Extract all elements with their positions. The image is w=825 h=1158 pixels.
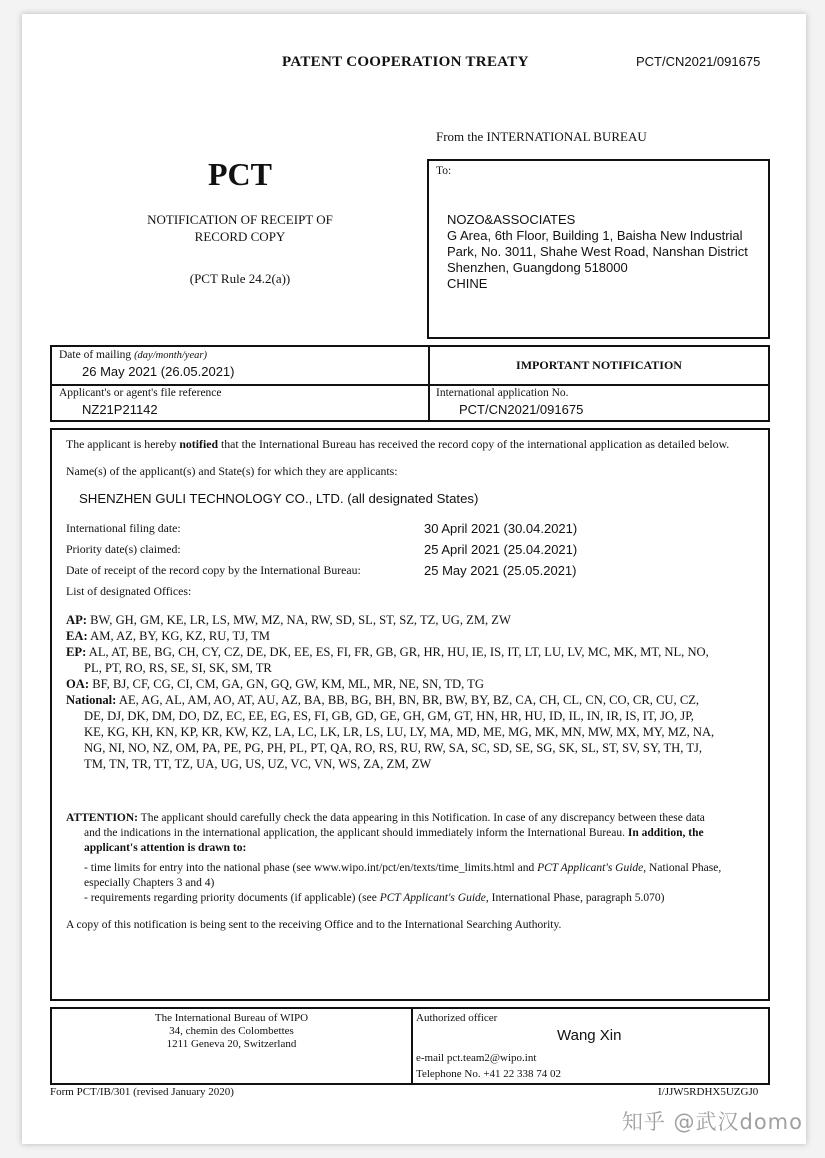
- main-body-box: [50, 428, 770, 1001]
- office-national-cont: DE, DJ, DK, DM, DO, DZ, EC, EE, EG, ES, FI, GB, GD, GE, GH, GM, GT, HN, HR, HU, ID, IL, IN, IR, IS, IT, JO, JP,: [84, 709, 694, 723]
- footer-divider: [411, 1009, 413, 1083]
- from-line: From the INTERNATIONAL BUREAU: [436, 129, 647, 144]
- notice-bold: notified: [179, 437, 219, 451]
- address-line: NOZO&ASSOCIATES: [447, 212, 576, 227]
- address-line: CHINE: [447, 276, 488, 291]
- attention-text: The applicant should carefully check the data appearing in this Notification. In case of any discrepancy between these data: [138, 812, 705, 824]
- attention-line: applicant's attention is drawn to:: [84, 842, 247, 854]
- office-ep-label: EP:: [66, 645, 87, 659]
- to-label: To:: [436, 165, 452, 177]
- receipt-date-label: Date of receipt of the record copy by the International Bureau:: [66, 563, 361, 577]
- notification-title: [62, 211, 418, 245]
- office-ep-codes: AL, AT, BE, BG, CH, CY, CZ, DE, DK, EE, ES, FI, FR, GB, GR, HR, HU, IE, IS, IT, LT, LU, LV, MC, MK, MT, NL, NO,: [88, 645, 709, 659]
- attention-bold: In addition, the: [627, 827, 704, 839]
- attention-label: ATTENTION:: [66, 812, 138, 824]
- bullet-text: , International Phase, paragraph 5.070): [485, 892, 665, 904]
- office-ea-codes: AM, AZ, BY, KG, KZ, RU, TJ, TM: [90, 629, 271, 643]
- bureau-address: [52, 1012, 411, 1051]
- intl-application-value: PCT/CN2021/091675: [459, 402, 584, 417]
- attention-block: [66, 811, 705, 856]
- notification-title-line1: NOTIFICATION OF RECEIPT OF: [147, 212, 333, 227]
- address-line: Shenzhen, Guangdong 518000: [447, 260, 628, 275]
- address-line: Park, No. 3011, Shahe West Road, Nanshan District: [447, 244, 748, 259]
- office-national-label: National:: [66, 693, 117, 707]
- office-oa-codes: BF, BJ, CF, CG, CI, CM, GA, GN, GQ, GW, KM, ML, MR, NE, SN, TD, TG: [92, 677, 484, 691]
- file-reference-label: Applicant's or agent's file reference: [59, 387, 222, 399]
- designated-offices-label: List of designated Offices:: [66, 584, 192, 598]
- address-line: G Area, 6th Floor, Building 1, Baisha New Industrial: [447, 228, 743, 243]
- grid-divider: [52, 384, 768, 386]
- mailing-date-value: 26 May 2021 (26.05.2021): [82, 364, 235, 379]
- office-national-codes: AE, AG, AL, AM, AO, AT, AU, AZ, BA, BB, BG, BH, BN, BR, BW, BY, BZ, CA, CH, CL, CN, CO, CR, CU, CZ,: [118, 693, 700, 707]
- receipt-date-value: 25 May 2021 (25.05.2021): [424, 563, 577, 578]
- document-page: [22, 14, 806, 1144]
- office-ap: [66, 612, 714, 628]
- bullet-text: , National Phase,: [643, 862, 722, 874]
- mailing-date-format: (day/month/year): [134, 350, 207, 361]
- office-oa-label: OA:: [66, 677, 90, 691]
- intl-application-label: International application No.: [436, 387, 569, 399]
- mailing-date-label-text: Date of mailing: [59, 349, 132, 361]
- copy-note: A copy of this notification is being sent to the receiving Office and to the International Searching Authority.: [66, 919, 562, 931]
- office-ep: [66, 644, 714, 660]
- addressee-address: [447, 212, 748, 292]
- pct-heading: PCT: [208, 156, 272, 192]
- rule-reference: (PCT Rule 24.2(a)): [189, 271, 291, 286]
- bullet-text: - time limits for entry into the national phase (see www.wipo.int/pct/en/texts/time_limits.html and: [84, 862, 538, 874]
- office-ep-cont: PL, PT, RO, RS, SE, SI, SK, SM, TR: [84, 661, 272, 675]
- authorized-officer-name: Wang Xin: [557, 1027, 622, 1044]
- attention-line: [66, 826, 705, 841]
- designated-offices-list: [66, 612, 714, 772]
- watermark: 知乎 @武汉domo: [621, 1110, 803, 1134]
- bullet-text: - requirements regarding priority documents (if applicable) (see: [84, 892, 380, 904]
- bullet-time-limits-cont: especially Chapters 3 and 4): [84, 877, 215, 889]
- bullet-italic: PCT Applicant's Guide: [537, 862, 644, 874]
- notice-post: that the International Bureau has received the record copy of the international application as detailed below.: [218, 437, 730, 451]
- office-ap-codes: BW, GH, GM, KE, LR, LS, MW, MZ, NA, RW, SD, SL, ST, SZ, TZ, UG, ZM, ZW: [90, 613, 511, 627]
- header-application-number: PCT/CN2021/091675: [636, 54, 761, 69]
- mailing-date-label: [59, 349, 207, 361]
- addressee-box: [427, 159, 770, 339]
- bureau-line: 1211 Geneva 20, Switzerland: [166, 1038, 297, 1050]
- notice-pre: The applicant is hereby: [66, 437, 180, 451]
- applicant-name: SHENZHEN GULI TECHNOLOGY CO., LTD. (all designated States): [79, 491, 479, 506]
- filing-date-value: 30 April 2021 (30.04.2021): [424, 521, 578, 536]
- info-grid: [50, 345, 770, 422]
- footer-box: [50, 1007, 770, 1085]
- office-oa: [66, 676, 714, 692]
- office-ea-label: EA:: [66, 629, 88, 643]
- form-identifier: Form PCT/IB/301 (revised January 2020): [50, 1086, 234, 1098]
- office-national-cont: NG, NI, NO, NZ, OM, PA, PE, PG, PH, PL, PT, QA, RO, RS, RU, RW, SA, SC, SD, SE, SG, SK, SL, ST, SV, SY, TH, TJ,: [84, 741, 703, 755]
- office-national-cont: TM, TN, TR, TT, TZ, UA, UG, US, UZ, VC, VN, WS, ZA, ZM, ZW: [84, 757, 432, 771]
- office-ap-label: AP:: [66, 613, 87, 627]
- bureau-line: The International Bureau of WIPO: [154, 1012, 309, 1024]
- applicant-names-label: Name(s) of the applicant(s) and State(s) for which they are applicants:: [66, 464, 398, 478]
- notice-text: [66, 437, 729, 452]
- file-reference-value: NZ21P21142: [82, 402, 158, 417]
- officer-telephone: Telephone No. +41 22 338 74 02: [416, 1068, 562, 1080]
- bullet-italic: PCT Applicant's Guide: [379, 892, 486, 904]
- office-national-cont: KE, KG, KH, KN, KP, KR, KW, KZ, LA, LC, LK, LR, LS, LU, LY, MA, MD, ME, MG, MK, MN, MW, MX, MY, MZ, NA,: [84, 725, 715, 739]
- office-national: [66, 692, 714, 708]
- office-ea: [66, 628, 714, 644]
- important-notification: IMPORTANT NOTIFICATION: [516, 358, 682, 372]
- treaty-title: PATENT COOPERATION TREATY: [282, 54, 529, 70]
- attention-line: [66, 811, 705, 826]
- bullet-priority-docs: [84, 891, 721, 906]
- attention-bullets: [84, 861, 721, 906]
- priority-date-label: Priority date(s) claimed:: [66, 542, 181, 556]
- officer-email: e-mail pct.team2@wipo.int: [416, 1052, 537, 1064]
- filing-date-label: International filing date:: [66, 521, 181, 535]
- authorized-officer-label: Authorized officer: [416, 1012, 498, 1024]
- attention-text: and the indications in the international application, the applicant should immediately inform the International Bureau.: [84, 827, 628, 839]
- bureau-line: 34, chemin des Colombettes: [169, 1025, 294, 1037]
- notification-title-line2: RECORD COPY: [194, 229, 286, 244]
- priority-date-value: 25 April 2021 (25.04.2021): [424, 542, 578, 557]
- document-code: I/JJW5RDHX5UZGJ0: [658, 1086, 759, 1098]
- bullet-time-limits: [84, 861, 721, 876]
